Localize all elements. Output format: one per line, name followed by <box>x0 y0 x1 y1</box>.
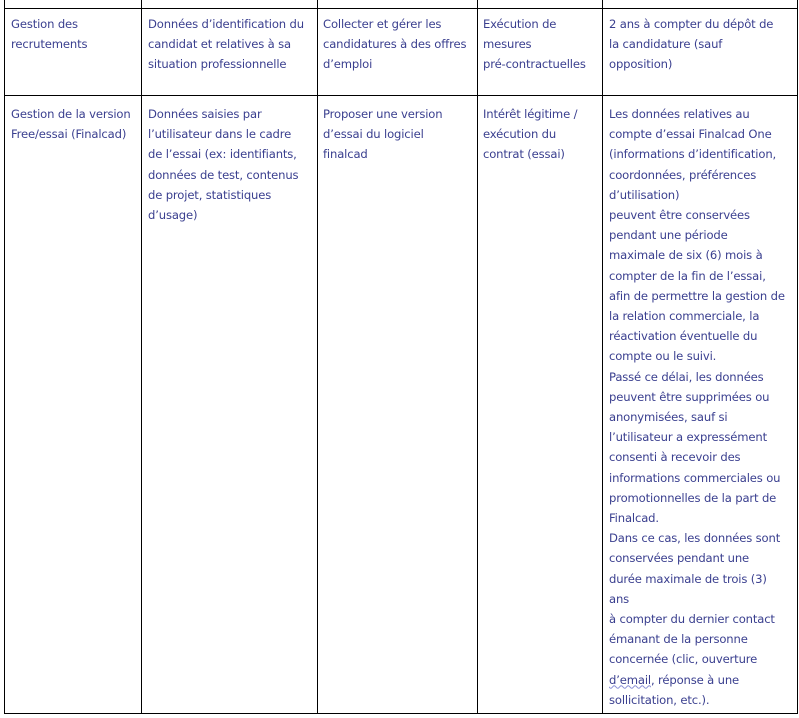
table-border <box>4 8 798 9</box>
cell-data-categories: Données saisies par l’utilisateur dans le cadre de l’essai (ex: identifiants, données de test, contenus de projet, statistiques d’usage) <box>148 107 299 223</box>
retention-text: Les données relatives au compte d’essai Finalcad One (informations d’identification, coordonnées, préférences d’utilisation) peuvent être conservées pendant une période maximale de six (6) mois à compter de la fin de l’essai, afin de permettre la gestion de la relation commerciale, la réactivation éventuelle du compte ou le suivi. Passé ce délai, les données peuvent être supprimées ou anonymisées, sauf si l’utilisateur a expressément consenti à recevoir des informations commerciales ou promotionnelles de la part de Finalcad. Dans ce cas, les données sont conservées pendant une durée maximale de trois (3) ans à compter du dernier contact émanant de la personne concernée (clic, ouverture <box>609 107 785 667</box>
table-border <box>4 713 798 714</box>
spellcheck-underlined-word: d’email <box>609 672 651 687</box>
cell-purpose: Gestion des recrutements <box>11 17 88 52</box>
cell-retention: 2 ans à compter du dépôt de la candidature (sauf opposition) <box>609 17 774 72</box>
table-border <box>477 0 478 714</box>
retention-table <box>4 0 798 714</box>
cell-use: Proposer une version d’essai du logiciel finalcad <box>323 107 443 162</box>
cell-legal-basis: Exécution de mesures pré-contractuelles <box>483 17 586 72</box>
retention-text: , réponse à une sollicitation, etc.). <box>609 672 740 707</box>
table-border <box>602 0 603 714</box>
cell-data-categories: Données d’identification du candidat et relatives à sa situation professionnelle <box>148 17 304 72</box>
cell-use: Collecter et gérer les candidatures à des offres d’emploi <box>323 17 467 72</box>
table-border <box>317 0 318 714</box>
cell-retention <box>609 104 797 710</box>
table-border <box>797 0 798 714</box>
table-border <box>4 95 798 96</box>
cell-legal-basis: Intérêt légitime / exécution du contrat (essai) <box>483 107 578 162</box>
cell-purpose: Gestion de la version Free/essai (Finalcad) <box>11 107 131 142</box>
table-border <box>141 0 142 714</box>
table-border <box>4 0 5 714</box>
